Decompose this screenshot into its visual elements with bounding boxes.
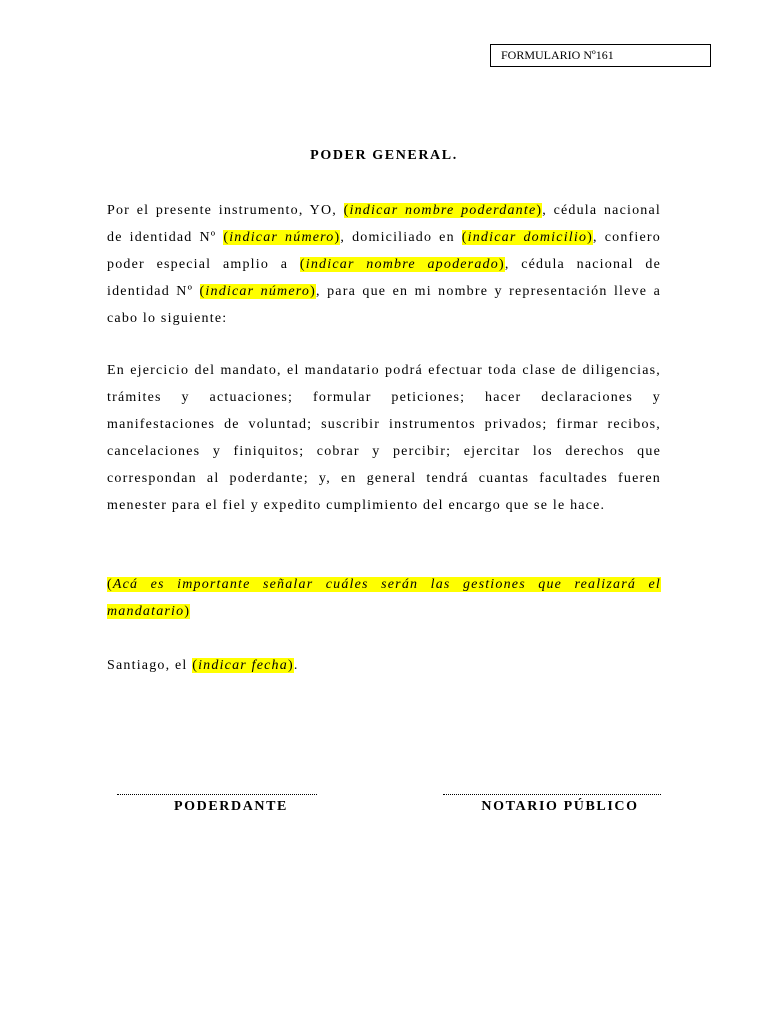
note-paragraph [107, 571, 661, 625]
date-text-2: . [293, 658, 299, 673]
placeholder-poderdante-id: (indicar número) [223, 230, 341, 245]
date-text-1: Santiago, el [107, 658, 193, 673]
intro-paragraph [107, 197, 661, 332]
placeholder-apoderado-name: (indicar nombre apoderado) [299, 257, 505, 272]
document-title: PODER GENERAL. [310, 148, 458, 163]
intro-text-2: , cédula nacional de identidad Nº [107, 203, 661, 245]
date-paragraph [107, 652, 661, 679]
signature-line-poderdante [117, 794, 317, 795]
form-number-box [490, 44, 711, 67]
placeholder-date: (indicar fecha) [192, 658, 294, 673]
placeholder-note: (Acá es importante señalar cuáles serán las gestiones que realizará el mandatario) [107, 577, 661, 619]
intro-text-4: , confiero poder especial amplio a [107, 230, 661, 272]
form-number-label: FORMULARIO Nº161 [501, 48, 614, 62]
signature-label-notario: NOTARIO PÚBLICO [481, 799, 639, 814]
placeholder-poderdante-name: (indicar nombre poderdante) [343, 203, 543, 218]
intro-text-1: Por el presente instrumento, YO, [107, 203, 344, 218]
placeholder-domicile: (indicar domicilio) [461, 230, 594, 245]
signature-line-notario [443, 794, 661, 795]
intro-text-6: , para que en mi nombre y representación lleve a cabo lo siguiente: [107, 284, 661, 326]
powers-paragraph: En ejercicio del mandato, el mandatario podrá efectuar toda clase de diligencias, trámites y actuaciones; formular peticiones; hacer declaraciones y manifestaciones de voluntad; suscribir instrumentos privados; firmar recibos, cancelaciones y finiquitos; cobrar y percibir; ejercitar los derechos que correspondan al poderdante; y, en general tendrá cuantas facultades fueren menester para el fiel y expedito cumplimiento del encargo que se le hace. [107, 363, 661, 513]
signature-label-poderdante: PODERDANTE [173, 799, 288, 814]
intro-text-5: , cédula nacional de identidad Nº [107, 257, 661, 299]
intro-text-3: , domiciliado en [340, 230, 462, 245]
placeholder-apoderado-id: (indicar número) [199, 284, 316, 299]
